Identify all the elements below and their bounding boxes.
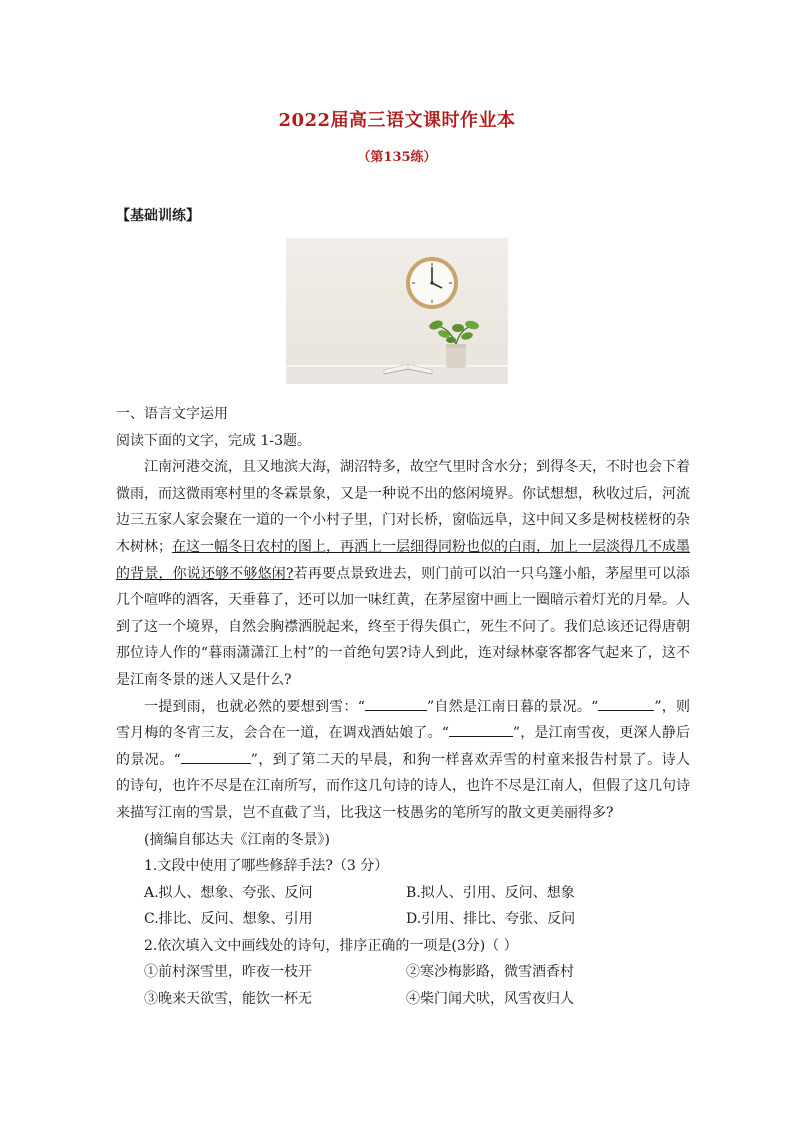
passage-text: ”自然是江南日暮的景况。“ xyxy=(426,698,599,715)
fill-blank-2[interactable] xyxy=(598,696,654,711)
document-title: 2022届高三语文课时作业本 xyxy=(278,110,516,131)
poem-line-1: ①前村深雪里，昨夜一枝开 xyxy=(144,964,312,981)
passage-text: 若再要点景致进去，则门前可以泊一只乌篷小船，茅屋里可以添几个喧哗的酒客，天垂暮了，还可以加一味红黄，在茅屋窗中画上一圈暗示着灯光的月晕。人到了这一个境界，自然会胸襟洒脱起来，终至于得失俱亡，死生不问了。我们总该还记得唐朝那位诗人作的“暮雨潇潇江上村”的一首绝句罢?诗人到此，连对绿林豪客都客气起来了，这不是江南冬景的迷人又是什么? xyxy=(116,565,690,688)
passage-text: ”，则雪月梅的冬宵三友，会合在一道，在调戏酒姑娘了。“ xyxy=(116,698,690,742)
passage-text: 江南河港交流，且又地滨大海，湖沼特多，故空气里时含水分；到得冬天，不时也会下着微雨，而这微雨寒村里的冬霖景象，又是一种说不出的悠闲境界。你试想想，秋收过后，河流边三五家人家会聚在一道的一个小村子里，门对长桥，窗临远阜，这中间又多是树枝槎枒的杂木树林； xyxy=(116,459,690,555)
question-2-stem: 2.依次填入文中画线处的诗句，排序正确的一项是(3分)（ ） xyxy=(144,937,518,954)
poem-line-3: ③晚来天欲雪，能饮一杯无 xyxy=(144,991,312,1008)
decorative-illustration xyxy=(286,238,508,384)
part-instruction: 阅读下面的文字，完成 1-3题。 xyxy=(116,432,311,449)
underlined-sentence: 在这一幅冬日农村的图上，再洒上一层细得同粉也似的白雨，加上一层淡得几不成墨的背景，你说还够不够悠闲? xyxy=(116,538,690,582)
question-section xyxy=(116,401,690,1013)
passage-text: 一提到雨，也就必然的要想到雪：“ xyxy=(144,698,365,715)
document-subtitle: （第135练） xyxy=(357,150,437,165)
poem-line-2: ②寒沙梅影路，微雪酒香村 xyxy=(406,964,574,981)
question-2-items-row-2 xyxy=(116,986,690,1013)
fill-blank-3[interactable] xyxy=(449,722,513,737)
question-1-stem: 1.文段中使用了哪些修辞手法?（3 分） xyxy=(144,858,389,875)
passage-text: ”，到了第二天的早晨，和狗一样喜欢弄雪的村童来报告村景了。诗人的诗句，也许不尽是在江南所写，而作这几句诗的诗人，也许不尽是江南人，但假了这几句诗来描写江南的雪景，岂不直截了当，比我这一枝愚劣的笔所写的散文更美丽得多? xyxy=(116,751,690,821)
question-2-items-row-1 xyxy=(116,959,690,986)
poem-line-4: ④柴门闻犬吠，风雪夜归人 xyxy=(406,991,574,1008)
question-1-options-row-2 xyxy=(116,906,690,933)
section-tag: 【基础训练】 xyxy=(116,208,200,224)
option-b[interactable]: B.拟人、引用、反问、想象 xyxy=(406,884,575,901)
fill-blank-4[interactable] xyxy=(181,749,251,764)
part-heading: 一、语言文字运用 xyxy=(116,406,228,422)
passage-text: ”，是江南雪夜，更深人静后的景况。“ xyxy=(116,725,690,768)
fill-blank-1[interactable] xyxy=(365,696,427,711)
question-1-options-row-1 xyxy=(116,880,690,907)
passage-source: (摘编自郁达夫《江南的冬景》) xyxy=(144,831,330,848)
option-d[interactable]: D.引用、排比、夸张、反问 xyxy=(406,911,576,928)
option-a[interactable]: A.拟人、想象、夸张、反问 xyxy=(144,884,313,901)
passage-paragraph-2 xyxy=(116,694,690,827)
option-c[interactable]: C.排比、反问、想象、引用 xyxy=(144,911,313,928)
passage-paragraph-1 xyxy=(116,454,690,693)
wall-clock-icon xyxy=(406,257,458,309)
